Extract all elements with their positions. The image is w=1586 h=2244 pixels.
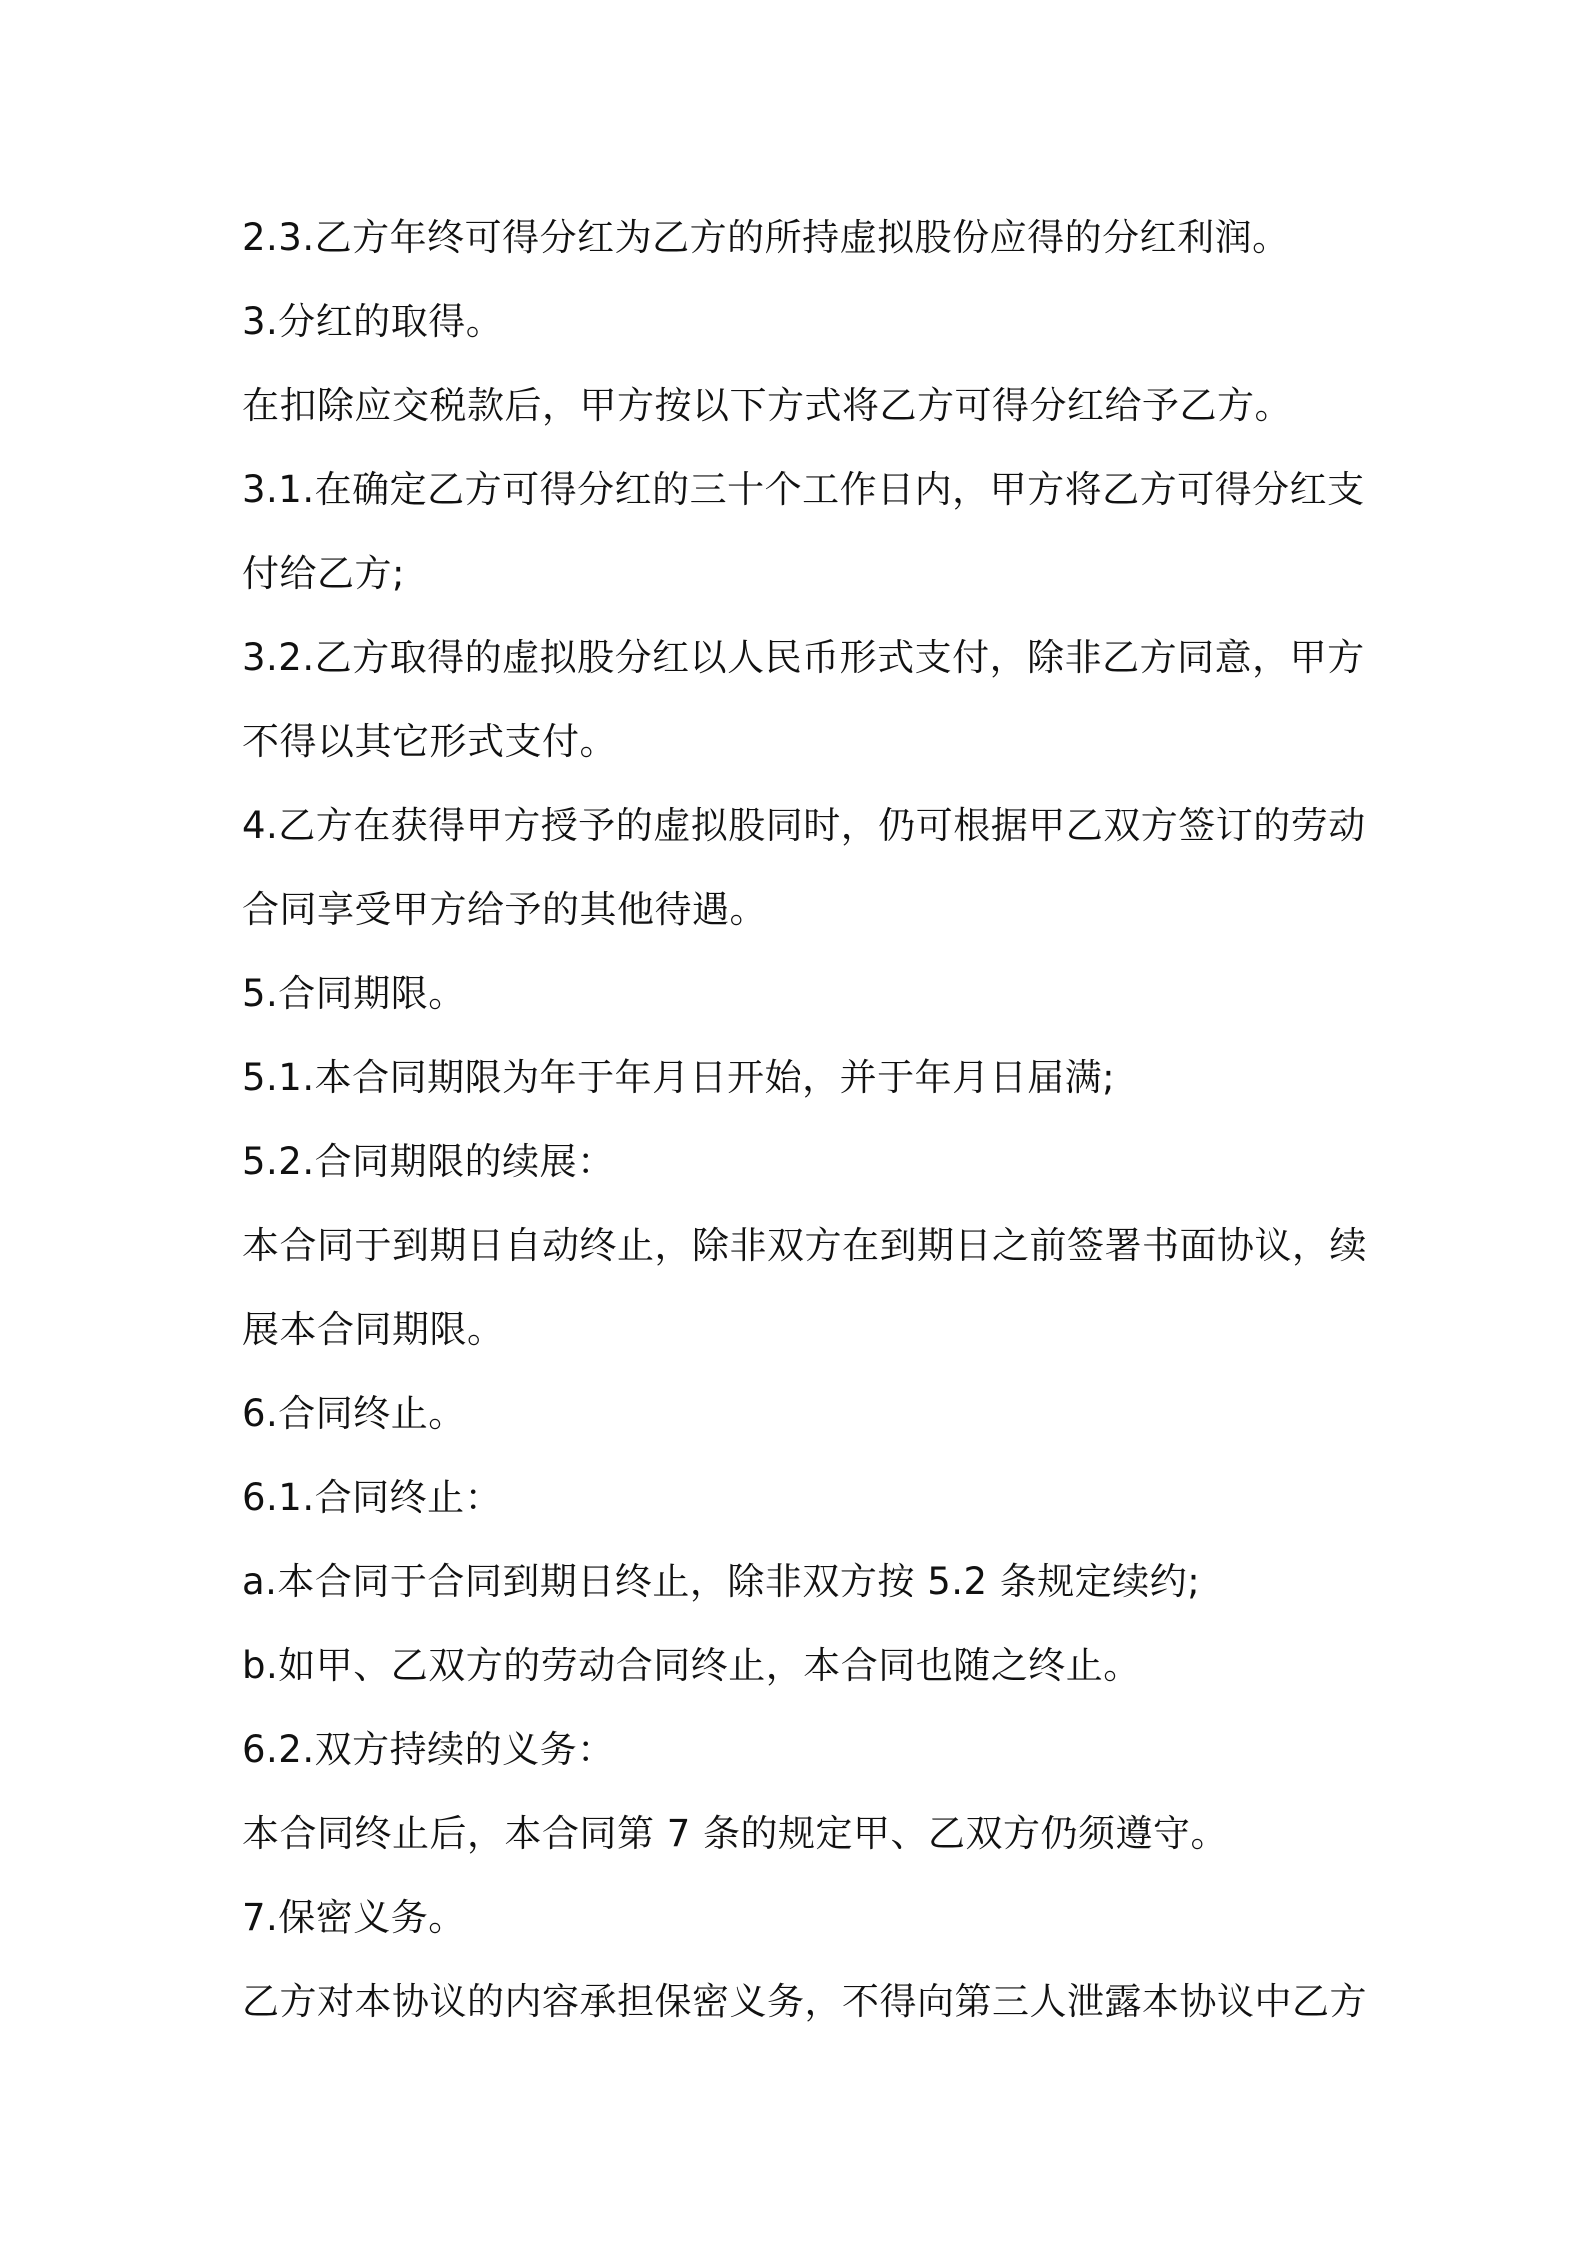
text-line: a.本合同于合同到期日终止，除非双方按 5.2 条规定续约; (242, 1560, 1201, 1603)
text-line: 本合同终止后，本合同第 7 条的规定甲、乙双方仍须遵守。 (242, 1812, 1229, 1855)
subsection-heading: 6.1.合同终止： (242, 1476, 503, 1519)
text-line: 本合同于到期日自动终止，除非双方在到期日之前签署书面协议，续 (242, 1224, 1367, 1267)
text-line: 4.乙方在获得甲方授予的虚拟股同时，仍可根据甲乙双方签订的劳动 (242, 804, 1366, 847)
text-line: 乙方对本协议的内容承担保密义务，不得向第三人泄露本协议中乙方 (242, 1980, 1367, 2023)
section-heading: 5.合同期限。 (242, 972, 466, 1015)
text-line: 3.1.在确定乙方可得分红的三十个工作日内，甲方将乙方可得分红支 (242, 468, 1365, 511)
document-body (242, 196, 1367, 2044)
text-line: 合同享受甲方给予的其他待遇。 (242, 888, 767, 931)
subsection-heading: 5.2.合同期限的续展： (242, 1140, 615, 1183)
text-line: 不得以其它形式支付。 (242, 720, 617, 763)
text-line: 2.3.乙方年终可得分红为乙方的所持虚拟股份应得的分红利润。 (242, 216, 1290, 259)
text-line: 展本合同期限。 (242, 1308, 505, 1351)
text-line: 3.2.乙方取得的虚拟股分红以人民币形式支付，除非乙方同意，甲方 (242, 636, 1365, 679)
subsection-heading: 6.2.双方持续的义务： (242, 1728, 615, 1771)
text-line: b.如甲、乙双方的劳动合同终止，本合同也随之终止。 (242, 1644, 1141, 1687)
text-line: 付给乙方; (242, 552, 405, 595)
section-heading: 3.分红的取得。 (242, 300, 504, 343)
section-heading: 7.保密义务。 (242, 1896, 466, 1939)
section-heading: 6.合同终止。 (242, 1392, 466, 1435)
text-line: 5.1.本合同期限为年于年月日开始，并于年月日届满; (242, 1056, 1116, 1099)
text-line: 在扣除应交税款后，甲方按以下方式将乙方可得分红给予乙方。 (242, 384, 1292, 427)
